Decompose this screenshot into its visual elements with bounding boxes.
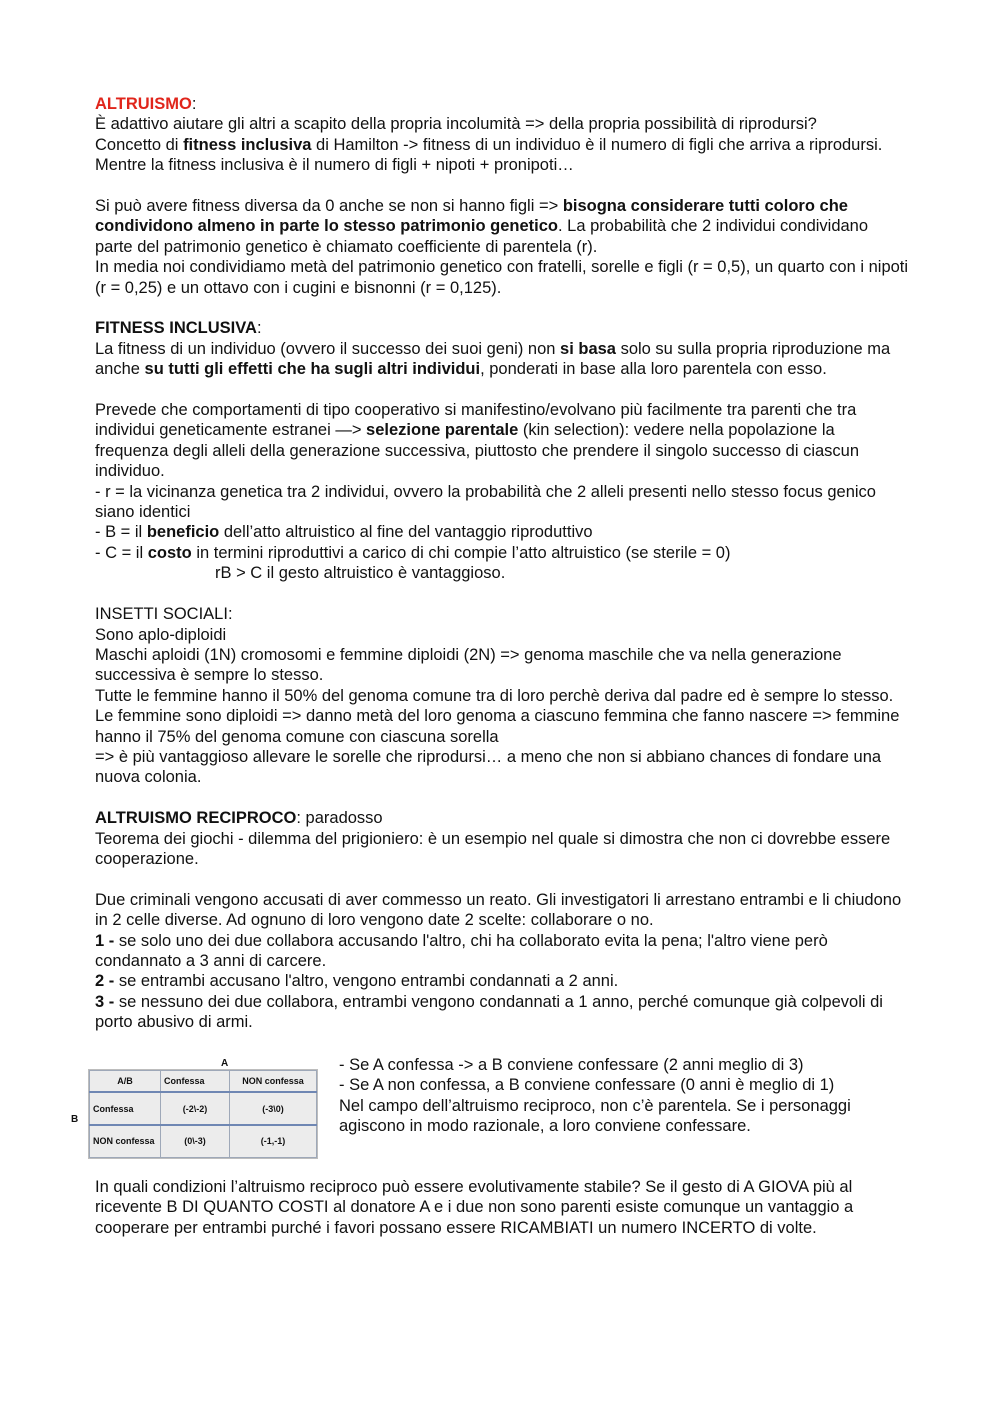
altruismo-title: ALTRUISMO	[95, 95, 192, 113]
altruismo-colon: :	[191, 95, 197, 113]
text-span: di Hamilton -> fitness di un individuo è il numero di figli che arriva a riprodursi. Mentre la fitness inclusiva è il numero di figli + nipoti + pronipoti…	[95, 135, 883, 175]
reciproco-title: ALTRUISMO RECIPROCO	[95, 809, 297, 828]
document-page	[71, 94, 910, 1238]
analysis-line: Nel campo dell’altruismo reciproco, non c’è parentela. Se i personaggi agiscono in modo razionale, a loro conviene confessare.	[339, 1096, 851, 1136]
game-analysis	[339, 1055, 914, 1137]
payoff-matrix	[71, 1055, 320, 1165]
analysis-line: - Se A confessa -> a B conviene confessare (2 anni meglio di 3)	[339, 1055, 804, 1074]
text-span: se solo uno dei due collabora accusando l'altro, chi ha collaborato evita la pena; l'altro viene però condannato a 3 anni di carcere.	[95, 931, 828, 970]
analysis-line: - Se A non confessa, a B conviene confessare (0 anni è meglio di 1)	[339, 1076, 835, 1095]
text-span: , ponderati in base alla loro parentela con esso.	[480, 360, 827, 379]
text-span: La fitness di un individuo (ovvero il successo dei suoi geni) non	[95, 339, 561, 358]
insetti-line: Tutte le femmine hanno il 50% del genoma comune tra di loro perchè deriva dal padre ed è sempre lo stesso. Le femmine sono diploidi => danno metà del loro genoma a ciascuno femmina che fanno nascere => femmine hanno il 75% del genoma comune con ciascuna sorella	[95, 686, 900, 746]
fitness-zero-paragraph	[95, 196, 910, 257]
column-header: NON confessa	[230, 1070, 317, 1092]
outcome-number: 1 -	[95, 931, 119, 950]
outcome-1	[95, 931, 910, 972]
r-definition: - r = la vicinanza genetica tra 2 individui, ovvero la probabilità che 2 alleli presenti nello stesso focus genico siano identici	[95, 482, 876, 522]
text-span: - B = il	[95, 523, 147, 542]
table-row	[90, 1070, 317, 1092]
fitness-title: FITNESS INCLUSIVA	[95, 319, 257, 338]
payoff-table	[89, 1070, 317, 1158]
text-span: dell’atto altruistico al fine del vantaggio riproduttivo	[219, 523, 593, 542]
b-definition	[95, 522, 910, 542]
insetti-heading: INSETTI SOCIALI:	[95, 605, 233, 624]
payoff-cell: (-1,-1)	[230, 1125, 317, 1157]
bold-term: bisogna considerare tutti coloro che condividono almeno in parte lo stesso patrimonio genetico	[95, 197, 848, 236]
text-span: . La probabilità che 2 individui condividano parte del patrimonio genetico è chiamato coefficiente di parentela (r).	[95, 217, 869, 256]
row-header: Confessa	[90, 1092, 161, 1125]
row-header: NON confessa	[90, 1125, 161, 1157]
game-section	[71, 1055, 910, 1165]
bold-term: costo	[147, 543, 192, 562]
altruismo-question: È adattivo aiutare gli altri a scapito della propria incolumità => della propria possibilità di riprodursi?	[95, 115, 817, 134]
payoff-cell: (-2\-2)	[161, 1092, 230, 1125]
bold-term: si basa	[560, 339, 616, 358]
text-span: se entrambi accusano l'altro, vengono entrambi condannati a 2 anni.	[118, 972, 619, 991]
kin-selection-paragraph	[95, 400, 910, 482]
outcome-number: 3 -	[95, 992, 119, 1011]
insetti-line: Sono aplo-diploidi	[95, 625, 227, 644]
text-span: Si può avere fitness diversa da 0 anche se non si hanno figli =>	[95, 197, 563, 216]
table-row	[90, 1125, 317, 1157]
prisoner-dilemma-intro: Teorema dei giochi - dilemma del prigioniero: è un esempio nel quale si dimostra che non ci dovrebbe essere cooperazione.	[95, 829, 891, 868]
fitness-heading	[95, 318, 910, 338]
player-b-label: B	[71, 1113, 79, 1125]
reciproco-heading	[95, 808, 910, 828]
outcome-3	[95, 992, 910, 1033]
fitness-colon: :	[256, 319, 262, 338]
text-span: solo su sulla propria riproduzione ma anche	[95, 339, 891, 379]
outcome-2	[95, 971, 910, 991]
c-definition	[95, 543, 910, 563]
text-span: in termini riproduttivi a carico di chi compie l’atto altruistico (se sterile = 0)	[191, 543, 731, 562]
payoff-table-box	[88, 1069, 318, 1159]
table-row	[90, 1092, 317, 1125]
text-span: Prevede che comportamenti di tipo cooperativo si manifestino/evolvano più facilmente tra parenti che tra individui geneticamente estranei —>	[95, 401, 857, 440]
insetti-line: Maschi aploidi (1N) cromosomi e femmine diploidi (2N) => genoma maschile che va nella generazione successiva è sempre lo stesso.	[95, 645, 842, 685]
insetti-line: => è più vantaggioso allevare le sorelle che riprodursi… a meno che non si abbiano chances di fondare una nuova colonia.	[95, 747, 882, 787]
reciproco-subtitle: : paradosso	[296, 809, 383, 828]
altruismo-heading	[95, 94, 910, 114]
text-span: se nessuno dei due collabora, entrambi vengono condannati a 1 anno, perché comunque già colpevoli di porto abusivo di armi.	[95, 992, 883, 1032]
column-header: Confessa	[161, 1070, 230, 1092]
hamilton-paragraph	[95, 135, 910, 176]
fitness-definition	[95, 339, 910, 380]
relatedness-paragraph: In media noi condividiamo metà del patrimonio genetico con fratelli, sorelle e figli (r = 0,5), un quarto con i nipoti (r = 0,25) e un ottavo con i cugini e bisnonni (r = 0,125).	[95, 258, 909, 297]
bold-term: fitness inclusiva	[183, 135, 312, 154]
bold-term: su tutti gli effetti che ha sugli altri individui	[144, 360, 481, 379]
text-span: Concetto di	[95, 135, 184, 154]
hamilton-rule: rB > C il gesto altruistico è vantaggioso.	[215, 564, 506, 583]
corner-cell: A/B	[90, 1070, 161, 1092]
payoff-cell: (-3\0)	[230, 1092, 317, 1125]
text-span: - C = il	[95, 543, 148, 562]
bold-term: selezione parentale	[366, 421, 519, 440]
player-a-label: A	[221, 1057, 229, 1069]
conclusion-paragraph: In quali condizioni l’altruismo reciproco può essere evolutivamente stabile? Se il gesto di A GIOVA più al ricevente B DI QUANTO COSTI al donatore A e i due non sono parenti esiste comunque un vantaggio a cooperare per entrambi purché i favori possano essere RICAMBIATI un numero INCERTO di volte.	[95, 1177, 854, 1237]
bold-term: beneficio	[146, 523, 220, 542]
outcome-number: 2 -	[95, 972, 119, 991]
criminals-paragraph: Due criminali vengono accusati di aver commesso un reato. Gli investigatori li arrestano entrambi e li chiudono in 2 celle diverse. Ad ognuno di loro vengono date 2 scelte: collaborare o no.	[95, 890, 902, 930]
text-span: (kin selection): vedere nella popolazione la frequenza degli alleli della generazione successiva, piuttosto che prendere il singolo successo di ciascun individuo.	[95, 421, 860, 481]
payoff-cell: (0\-3)	[161, 1125, 230, 1157]
